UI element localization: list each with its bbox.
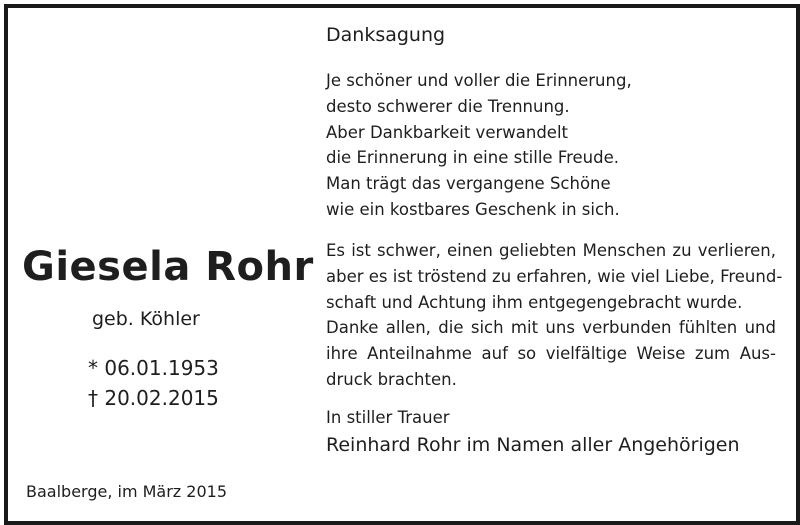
poem	[326, 68, 632, 223]
poem-line: wie ein kostbares Geschenk in sich.	[326, 199, 620, 219]
poem-line: Je schöner und voller die Erinnerung,	[326, 71, 632, 90]
deceased-panel	[0, 0, 314, 525]
death-date: † 20.02.2015	[88, 386, 219, 410]
thanks-line: schaft und Achtung ihm entgegengebracht wurde.	[326, 292, 743, 312]
birth-date: * 06.01.1953	[88, 356, 219, 380]
signature: Reinhard Rohr im Namen aller Angehörigen	[326, 434, 740, 456]
deceased-name: Giesela Rohr	[22, 244, 314, 290]
thanks-line: Es ist schwer, einen geliebten Menschen zu verlieren,	[326, 241, 776, 260]
poem-line: die Erinnerung in eine stille Freude.	[326, 148, 620, 168]
mourning-line: In stiller Trauer	[326, 408, 450, 427]
poem-line: desto schwerer die Trennung.	[326, 96, 570, 116]
maiden-name: geb. Köhler	[92, 308, 200, 330]
thanks-line: ihre Anteilnahme auf so vielfältige Weise zum Aus-	[326, 344, 776, 364]
thanks-paragraph	[326, 238, 783, 393]
place-date: Baalberge, im März 2015	[26, 482, 228, 501]
thanks-line: aber es ist tröstend zu erfahren, wie viel Liebe, Freund-	[326, 266, 783, 286]
heading: Danksagung	[326, 24, 446, 46]
poem-line: Aber Dankbarkeit verwandelt	[326, 122, 568, 142]
thanks-line: Danke allen, die sich mit uns verbunden fühlten und	[326, 318, 776, 338]
poem-line: Man trägt das vergangene Schöne	[326, 174, 611, 194]
thanks-line: druck brachten.	[326, 369, 457, 389]
